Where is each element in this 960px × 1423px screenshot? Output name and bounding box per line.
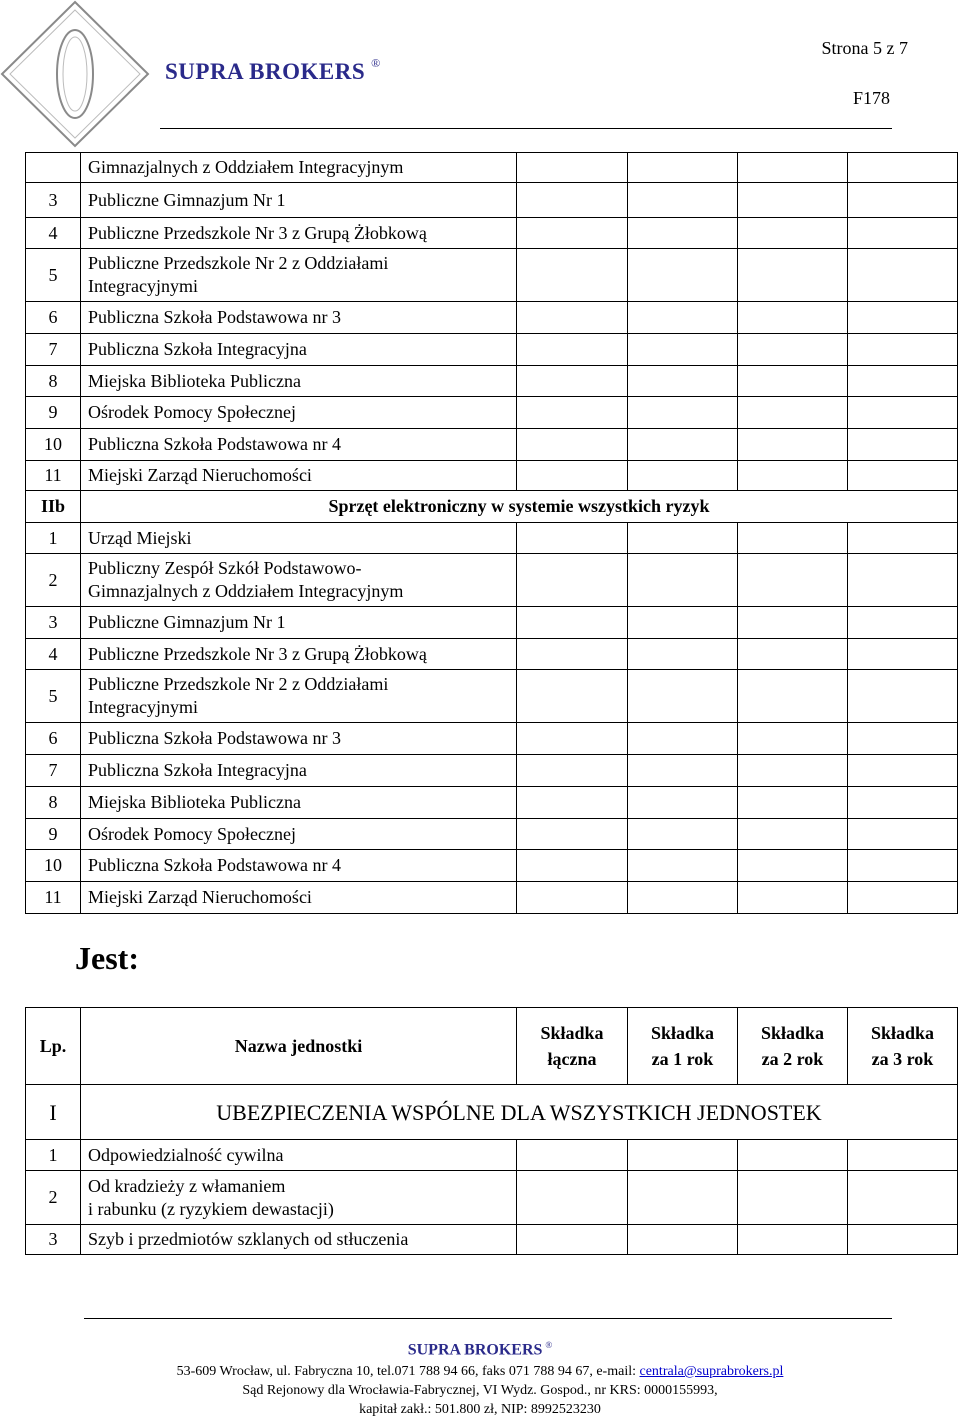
unit-name-line1: Publiczne Przedszkole Nr 2 z Oddziałami (88, 674, 389, 694)
section-number: I (26, 1085, 81, 1140)
unit-name: Urząd Miejski (81, 523, 517, 554)
row-number: 7 (26, 755, 81, 787)
table-row (26, 639, 958, 670)
row-number: 6 (26, 302, 81, 334)
table-row (26, 787, 958, 819)
row-number: 8 (26, 366, 81, 397)
section-row (26, 1085, 958, 1140)
coverage-name: Odpowiedzialność cywilna (81, 1140, 517, 1171)
unit-name: Gimnazjalnych z Oddziałem Integracyjnym (81, 153, 517, 183)
row-number: 3 (26, 607, 81, 639)
row-number: 11 (26, 882, 81, 914)
row-number: 11 (26, 461, 81, 491)
unit-name-line2: Integracyjnymi (88, 276, 198, 296)
unit-name-line1: Publiczne Przedszkole Nr 2 z Oddziałami (88, 253, 389, 273)
unit-name: Publiczna Szkoła Podstawowa nr 4 (81, 850, 517, 882)
table-row (26, 302, 958, 334)
table-row (26, 850, 958, 882)
unit-name: Publiczna Szkoła Integracyjna (81, 755, 517, 787)
unit-name: Miejski Zarząd Nieruchomości (81, 461, 517, 491)
header-premium-year2: Składka za 2 rok (738, 1008, 848, 1085)
row-number: 10 (26, 429, 81, 461)
row-number: 9 (26, 819, 81, 850)
unit-name: Publiczne Gimnazjum Nr 1 (81, 607, 517, 639)
section-number: IIb (26, 491, 81, 523)
page-number: Strona 5 z 7 (821, 38, 908, 58)
row-number: 2 (26, 1171, 81, 1225)
row-number: 1 (26, 1140, 81, 1171)
table-row (26, 607, 958, 639)
table-row (26, 249, 958, 302)
row-number: 3 (26, 183, 81, 218)
unit-name: Miejska Biblioteka Publiczna (81, 366, 517, 397)
unit-name-line2: Gimnazjalnych z Oddziałem Integracyjnym (88, 581, 404, 601)
unit-name: Publiczne Gimnazjum Nr 1 (81, 183, 517, 218)
header-unit-name: Nazwa jednostki (81, 1008, 517, 1085)
row-number: 3 (26, 1225, 81, 1255)
unit-name-line1: Publiczny Zespół Szkół Podstawowo- (88, 558, 362, 578)
row-number: 7 (26, 334, 81, 366)
table-row (26, 397, 958, 429)
unit-name: Ośrodek Pomocy Społecznej (81, 819, 517, 850)
header-premium-year1: Składka za 1 rok (628, 1008, 738, 1085)
footer-registry: Sąd Rejonowy dla Wrocławia-Fabrycznej, VI Wydz. Gospod., nr KRS: 0000155993, (242, 1383, 718, 1398)
unit-name: Publiczna Szkoła Podstawowa nr 4 (81, 429, 517, 461)
coverage-name: Szyb i przedmiotów szklanych od stłuczenia (81, 1225, 517, 1255)
unit-name: Ośrodek Pomocy Społecznej (81, 397, 517, 429)
table-row (26, 1140, 958, 1171)
table-row (26, 183, 958, 218)
company-logo (0, 0, 160, 150)
premium-table (25, 1007, 958, 1255)
table-row (26, 461, 958, 491)
units-table-continued (25, 152, 958, 914)
row-number: 5 (26, 249, 81, 302)
section-title: Sprzęt elektroniczny w systemie wszystkich ryzyk (81, 491, 958, 523)
header-brand-name: SUPRA BROKERS (165, 59, 366, 84)
coverage-name (81, 1171, 517, 1225)
table-row (26, 334, 958, 366)
row-number: 10 (26, 850, 81, 882)
header-divider (160, 128, 892, 129)
unit-name (81, 554, 517, 607)
table-row (26, 523, 958, 554)
form-code: F178 (852, 88, 890, 108)
section-title: UBEZPIECZENIA WSPÓLNE DLA WSZYSTKICH JEDNOSTEK (81, 1085, 958, 1140)
coverage-name-line2: i rabunku (z ryzykiem dewastacji) (88, 1198, 334, 1219)
footer-brand-name: SUPRA BROKERS (407, 1341, 543, 1359)
table-row (26, 819, 958, 850)
row-number: 4 (26, 218, 81, 249)
unit-name (81, 249, 517, 302)
table-row (26, 153, 958, 183)
unit-name: Publiczna Szkoła Podstawowa nr 3 (81, 723, 517, 755)
footer-address-text: 53-609 Wrocław, ul. Fabryczna 10, tel.071 788 94 66, faks 071 788 94 67, e-mail: (176, 1364, 640, 1379)
footer-registered-mark: ® (545, 1340, 553, 1350)
row-number: 2 (26, 554, 81, 607)
footer-address (0, 1363, 960, 1381)
row-number: 9 (26, 397, 81, 429)
row-number: 8 (26, 787, 81, 819)
unit-name-line2: Integracyjnymi (88, 697, 198, 717)
row-number: 4 (26, 639, 81, 670)
header-premium-year3: Składka za 3 rok (848, 1008, 958, 1085)
table-row (26, 554, 958, 607)
header-brand (165, 56, 381, 85)
table-row (26, 429, 958, 461)
table-row (26, 1225, 958, 1255)
table-row (26, 755, 958, 787)
footer-capital: kapitał zakł.: 501.800 zł, NIP: 8992523230 (359, 1402, 601, 1417)
footer-brand (0, 1340, 960, 1359)
row-number: 5 (26, 670, 81, 723)
section-row (26, 491, 958, 523)
table-row (26, 882, 958, 914)
unit-name: Publiczna Szkoła Integracyjna (81, 334, 517, 366)
unit-name: Publiczne Przedszkole Nr 3 z Grupą Żłobkową (81, 639, 517, 670)
registered-mark: ® (371, 56, 381, 70)
row-number: 6 (26, 723, 81, 755)
table-row (26, 723, 958, 755)
header-lp: Lp. (26, 1008, 81, 1085)
coverage-name-line1: Od kradzieży z włamaniem (88, 1175, 286, 1196)
table-row (26, 670, 958, 723)
unit-name: Miejska Biblioteka Publiczna (81, 787, 517, 819)
unit-name (81, 670, 517, 723)
unit-name: Publiczne Przedszkole Nr 3 z Grupą Żłobkową (81, 218, 517, 249)
row-number: 1 (26, 523, 81, 554)
table-row (26, 218, 958, 249)
unit-name: Miejski Zarząd Nieruchomości (81, 882, 517, 914)
header-row (26, 1008, 958, 1085)
table-row (26, 1171, 958, 1225)
unit-name: Publiczna Szkoła Podstawowa nr 3 (81, 302, 517, 334)
header-total-premium: Składka łączna (517, 1008, 628, 1085)
footer-divider (84, 1318, 892, 1319)
email-link[interactable]: centrala@suprabrokers.pl (639, 1364, 784, 1379)
table-row (26, 366, 958, 397)
jest-heading: Jest: (75, 940, 139, 976)
